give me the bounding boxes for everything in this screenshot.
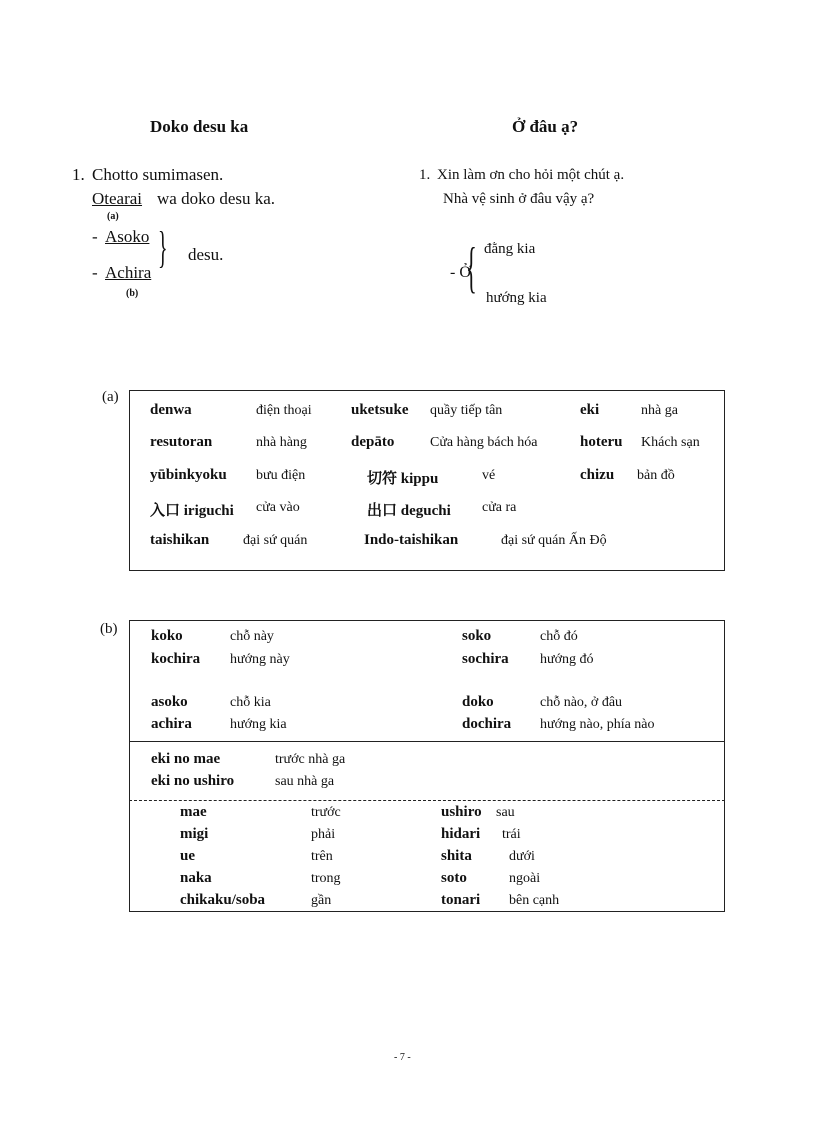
answer-achira: Achira [105,263,152,282]
vocab-word: eki [580,402,600,418]
vocab-word: resutoran [150,434,213,450]
dialog-number: 1. [72,165,85,184]
vocab-meaning: quầy tiếp tân [430,403,503,418]
vocab-word: yūbinkyoku [150,467,227,483]
phrase-word: eki no mae [151,751,221,767]
demonstrative-word: achira [151,716,192,732]
section-b-label: (b) [100,621,118,637]
demonstrative-word: soko [462,628,492,644]
vocab-word: 切符 kippu [367,471,439,487]
box-b-dashed-divider [129,800,725,801]
answer-desu: desu. [188,245,224,264]
vocab-word: Indo-taishikan [364,532,459,548]
vocab-meaning: bưu điện [256,468,306,483]
dialog-vn-answer-1: đằng kia [484,241,536,257]
page-number: - 7 - [394,1052,411,1063]
marker-a: (a) [107,211,119,222]
marker-b: (b) [126,288,139,299]
phrase-meaning: sau nhà ga [275,774,335,789]
vocab-meaning: Cửa hàng bách hóa [430,435,538,450]
title-japanese: Doko desu ka [150,117,249,136]
phrase-word: eki no ushiro [151,773,235,789]
vocab-meaning: nhà hàng [256,435,307,450]
position-meaning: ngoài [509,871,541,886]
vocab-word: 出口 deguchi [367,503,451,519]
position-meaning: sau [496,805,515,820]
box-b-divider [129,741,725,742]
vocab-meaning: vé [482,468,496,483]
vocab-word: hoteru [580,434,623,450]
position-word: ushiro [441,804,482,820]
demonstrative-meaning: chỗ nào, ở đâu [540,695,623,710]
position-word: soto [441,870,467,886]
dialog-line-2: wa doko desu ka. [157,189,276,208]
demonstrative-meaning: chỗ đó [540,629,578,644]
position-meaning: trong [311,871,341,886]
position-word: migi [180,826,209,842]
position-meaning: gần [311,893,332,908]
phrase-meaning: trước nhà ga [275,752,346,767]
demonstrative-word: doko [462,694,494,710]
vocab-word: taishikan [150,532,210,548]
demonstrative-meaning: hướng nào, phía nào [540,717,655,732]
position-meaning: trên [311,849,333,864]
dialog-vn-number: 1. [419,167,431,183]
demonstrative-meaning: chỗ này [230,629,274,644]
answer-asoko: Asoko [105,227,150,246]
dialog-vn-line-2: Nhà vệ sinh ở đâu vậy ạ? [443,191,595,207]
position-word: ue [180,848,195,864]
demonstrative-word: asoko [151,694,188,710]
position-meaning: trước [311,805,341,820]
vocab-word: 入口 iriguchi [150,503,234,519]
dialog-vn-answer-prefix: - Ở [450,264,471,281]
vocab-meaning: nhà ga [641,403,678,418]
vocab-meaning: cửa vào [256,500,300,515]
vocab-meaning: điện thoại [256,403,312,418]
position-meaning: dưới [509,849,535,864]
position-word: mae [180,804,207,820]
vocab-word: denwa [150,402,192,418]
position-word: chikaku/soba [180,892,266,908]
dialog-line-1: Chotto sumimasen. [92,165,224,184]
vocab-meaning: Khách sạn [641,435,700,450]
vocab-word: uketsuke [351,402,409,418]
position-meaning: trái [502,827,521,842]
vocab-word: depāto [351,434,395,450]
answer-2-dash: - [92,263,98,282]
title-vietnamese: Ở đâu ạ? [512,117,579,136]
demonstrative-meaning: hướng kia [230,717,287,732]
position-word: hidari [441,826,481,842]
dialog-vn-line-1: Xin làm ơn cho hỏi một chút ạ. [437,167,625,183]
position-word: shita [441,848,472,864]
dialog-vn-brace: { [466,237,477,299]
dialog-word-otearai: Otearai [92,189,143,208]
position-meaning: phải [311,827,336,842]
demonstrative-word: koko [151,628,183,644]
demonstrative-word: sochira [462,651,509,667]
answer-brace: } [158,223,168,272]
position-meaning: bên cạnh [509,893,560,908]
vocab-meaning: cửa ra [482,500,517,515]
answer-1-dash: - [92,227,98,246]
vocab-meaning: đại sứ quán [243,533,308,548]
vocab-meaning: đại sứ quán Ấn Độ [501,533,607,548]
demonstrative-meaning: hướng đó [540,652,594,667]
dialog-vn-answer-2: hướng kia [486,290,547,306]
position-word: naka [180,870,212,886]
section-a-label: (a) [102,389,119,405]
vocab-word: chizu [580,467,615,483]
demonstrative-word: kochira [151,651,201,667]
demonstrative-meaning: chỗ kia [230,695,271,710]
vocab-meaning: bản đồ [637,468,675,483]
position-word: tonari [441,892,481,908]
demonstrative-word: dochira [462,716,512,732]
demonstrative-meaning: hướng này [230,652,290,667]
